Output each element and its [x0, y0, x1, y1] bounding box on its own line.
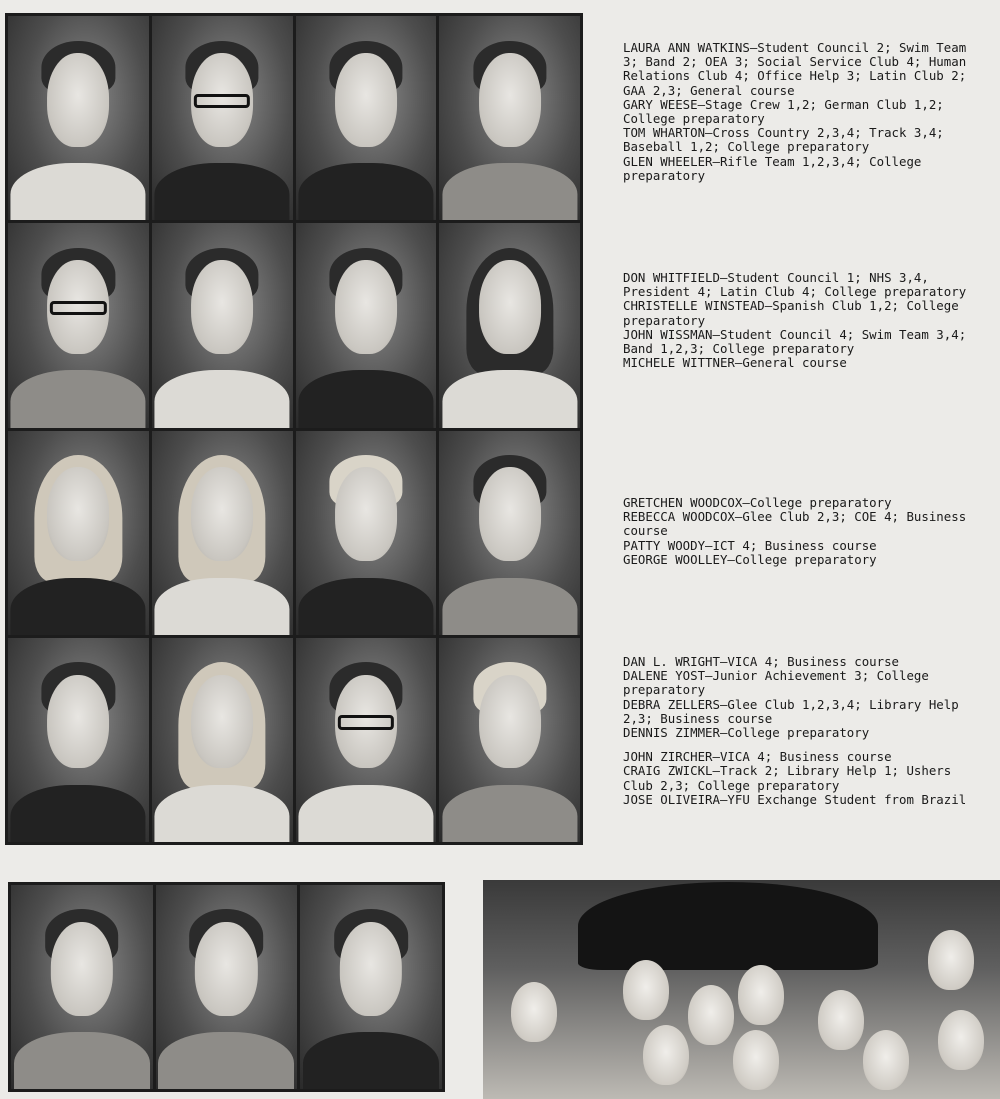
senior-caption-group-3 — [623, 496, 978, 567]
senior-caption: GARY WEESE—Stage Crew 1,2; German Club 1,2; College preparatory — [623, 96, 944, 127]
portrait-photo — [152, 431, 293, 635]
senior-caption: JOHN WISSMAN—Student Council 4; Swim Team 3,4; Band 1,2,3; College preparatory — [623, 326, 967, 357]
senior-caption: MICHELE WITTNER—General course — [623, 355, 847, 371]
senior-caption: CRAIG ZWICKL—Track 2; Library Help 1; Ushers Club 2,3; College preparatory — [623, 763, 952, 793]
senior-caption: PATTY WOODY—ICT 4; Business course — [623, 537, 877, 553]
senior-caption: DON WHITFIELD—Student Council 1; NHS 3,4, President 4; Latin Club 4; College preparatory — [623, 270, 967, 300]
crowd-face — [928, 930, 974, 990]
portrait-photo — [296, 223, 437, 427]
senior-caption: CHRISTELLE WINSTEAD—Spanish Club 1,2; College preparatory — [623, 298, 959, 328]
senior-caption: GLEN WHEELER—Rifle Team 1,2,3,4; College preparatory — [623, 153, 922, 183]
senior-caption-group-1 — [623, 41, 978, 183]
portrait-photo — [152, 223, 293, 427]
portrait-photo — [156, 885, 298, 1089]
senior-caption: GRETCHEN WOODCOX—College preparatory — [623, 495, 892, 510]
senior-caption: REBECCA WOODCOX—Glee Club 2,3; COE 4; Business course — [623, 509, 967, 539]
crowd-face — [863, 1030, 909, 1090]
crowd-face — [643, 1025, 689, 1085]
senior-caption: TOM WHARTON—Cross Country 2,3,4; Track 3,4; Baseball 1,2; College preparatory — [623, 125, 944, 155]
portrait-photo — [439, 223, 580, 427]
crowd-face — [738, 965, 784, 1025]
portrait-photo — [8, 431, 149, 635]
crowd-candid-photo — [483, 880, 1000, 1099]
crowd-face — [688, 985, 734, 1045]
portrait-photo — [8, 16, 149, 220]
senior-caption: DAN L. WRIGHT—VICA 4; Business course — [623, 654, 900, 669]
portrait-photo — [439, 16, 580, 220]
portrait-photo — [296, 638, 437, 842]
crowd-face — [818, 990, 864, 1050]
portrait-photo — [8, 223, 149, 427]
senior-caption: JOHN ZIRCHER—VICA 4; Business course — [623, 749, 892, 765]
crowd-face — [733, 1030, 779, 1090]
senior-caption: DALENE YOST—Junior Achievement 3; College preparatory — [623, 668, 929, 698]
bottom-portrait-row — [8, 882, 445, 1092]
portrait-photo — [8, 638, 149, 842]
senior-caption: LAURA ANN WATKINS—Student Council 2; Swim Team 3; Band 2; OEA 3; Social Service Club 4; Human Relations Club 4; Office Help 3; Latin Club 2; GAA 2,3; General course — [623, 40, 967, 98]
portrait-photo — [439, 638, 580, 842]
senior-portrait-grid — [5, 13, 583, 845]
crowd-face — [938, 1010, 984, 1070]
senior-caption-group-2 — [623, 271, 978, 370]
senior-caption: JOSE OLIVEIRA—YFU Exchange Student from Brazil — [623, 791, 967, 807]
portrait-photo — [296, 16, 437, 220]
portrait-photo — [439, 431, 580, 635]
portrait-photo — [152, 16, 293, 220]
crowd-face — [511, 982, 557, 1042]
crowd-face — [623, 960, 669, 1020]
senior-caption: DEBRA ZELLERS—Glee Club 1,2,3,4; Library Help 2,3; Business course — [623, 696, 959, 726]
portrait-photo — [300, 885, 442, 1089]
umbrella-shape — [578, 882, 878, 970]
portrait-photo — [152, 638, 293, 842]
senior-caption: GEORGE WOOLLEY—College preparatory — [623, 551, 877, 567]
senior-caption-group-4 — [623, 655, 978, 807]
portrait-photo — [296, 431, 437, 635]
portrait-photo — [11, 885, 153, 1089]
senior-caption: DENNIS ZIMMER—College preparatory — [623, 725, 870, 741]
